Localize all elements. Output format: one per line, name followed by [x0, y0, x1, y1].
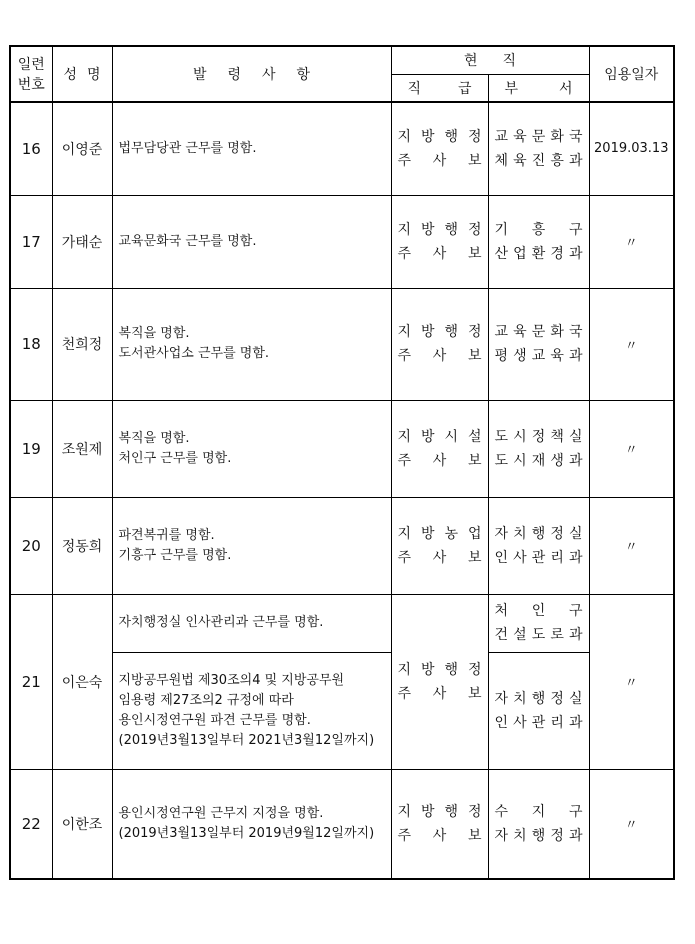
table-row — [10, 288, 674, 400]
table-row — [10, 400, 674, 497]
appointment-table — [9, 45, 675, 880]
appointment-date: 〃 — [589, 195, 674, 288]
action-cell — [112, 497, 391, 594]
rank-cell: 지 방 행 정 주 사 보 — [391, 288, 488, 400]
header-current-position: 현 직 — [391, 46, 589, 74]
header-rank: 직 급 — [391, 74, 488, 102]
department-cell: 자 치 행 정 실 인 사 관 리 과 — [488, 497, 589, 594]
action-line: 복직을 명함. — [118, 326, 190, 341]
action-line: 복직을 명함. — [118, 430, 190, 446]
person-name: 정동희 — [52, 497, 112, 594]
appointment-date: 〃 — [589, 594, 674, 769]
rank-cell: 지 방 행 정 주 사 보 — [391, 195, 488, 288]
department-cell: 도 시 정 책 실 도 시 재 생 과 — [488, 400, 589, 497]
action-line: 용인시정연구원 근무지 지정을 명함. — [118, 805, 324, 821]
header-action: 발 령 사 항 — [112, 46, 391, 102]
rank-cell: 지 방 행 정 주 사 보 — [391, 769, 488, 879]
serial-number: 22 — [10, 769, 52, 879]
action-line: 지방공무원법 제30조의4 및 지방공무원 — [118, 672, 345, 688]
action-line: 자치행정실 인사관리과 근무를 명함. — [118, 615, 324, 630]
department-cell: 교 육 문 화 국 체 육 진 흥 과 — [488, 102, 589, 195]
serial-number: 19 — [10, 400, 52, 497]
table-row — [10, 102, 674, 195]
person-name: 조원제 — [52, 400, 112, 497]
appointment-date: 〃 — [589, 497, 674, 594]
table-row — [10, 769, 674, 879]
department-cell: 처 인 구 건 설 도 로 과 — [488, 594, 589, 652]
appointment-date: 〃 — [589, 769, 674, 879]
header-department: 부 서 — [488, 74, 589, 102]
action-line: 용인시정연구원 파견 근무를 명함. — [118, 712, 311, 728]
department-cell: 기 흥 구 산 업 환 경 과 — [488, 195, 589, 288]
header-appointment-date: 임용일자 — [589, 46, 674, 102]
action-line: 파견복귀를 명함. — [118, 527, 215, 543]
person-name: 가태순 — [52, 195, 112, 288]
action-cell — [112, 102, 391, 195]
rank-cell: 지 방 시 설 주 사 보 — [391, 400, 488, 497]
table-row — [10, 497, 674, 594]
action-cell — [112, 769, 391, 879]
person-name: 이은숙 — [52, 594, 112, 769]
rank-cell: 지 방 행 정 주 사 보 — [391, 102, 488, 195]
appointment-date: 〃 — [589, 288, 674, 400]
action-cell — [112, 400, 391, 497]
action-line: 법무담당관 근무를 명함. — [118, 140, 257, 156]
serial-number: 21 — [10, 594, 52, 769]
appointment-date: 2019.03.13 — [589, 102, 674, 195]
appointment-date: 〃 — [589, 400, 674, 497]
table-row — [10, 195, 674, 288]
action-cell — [112, 288, 391, 400]
department-cell: 수 지 구 자 치 행 정 과 — [488, 769, 589, 879]
action-cell — [112, 652, 391, 769]
department-cell: 자 치 행 정 실 인 사 관 리 과 — [488, 652, 589, 769]
rank-cell: 지 방 행 정 주 사 보 — [391, 594, 488, 769]
rank-cell: 지 방 농 업 주 사 보 — [391, 497, 488, 594]
serial-number: 18 — [10, 288, 52, 400]
action-line: 도서관사업소 근무를 명함. — [118, 346, 270, 361]
action-line: (2019년3월13일부터 2019년9월12일까지) — [118, 825, 375, 841]
action-line: 교육문화국 근무를 명함. — [118, 233, 257, 249]
department-cell: 교 육 문 화 국 평 생 교 육 과 — [488, 288, 589, 400]
person-name: 이한조 — [52, 769, 112, 879]
header-name: 성 명 — [52, 46, 112, 102]
person-name: 이영준 — [52, 102, 112, 195]
action-cell — [112, 195, 391, 288]
header-serial-number: 일련 번호 — [10, 46, 52, 102]
action-line: 임용령 제27조의2 규정에 따라 — [118, 692, 294, 708]
table-row — [10, 594, 674, 652]
serial-number: 17 — [10, 195, 52, 288]
action-cell — [112, 594, 391, 652]
action-line: 기흥구 근무를 명함. — [118, 547, 232, 563]
action-line: (2019년3월13일부터 2021년3월12일까지) — [118, 732, 375, 748]
serial-number: 20 — [10, 497, 52, 594]
action-line: 처인구 근무를 명함. — [118, 450, 232, 466]
person-name: 천희정 — [52, 288, 112, 400]
serial-number: 16 — [10, 102, 52, 195]
